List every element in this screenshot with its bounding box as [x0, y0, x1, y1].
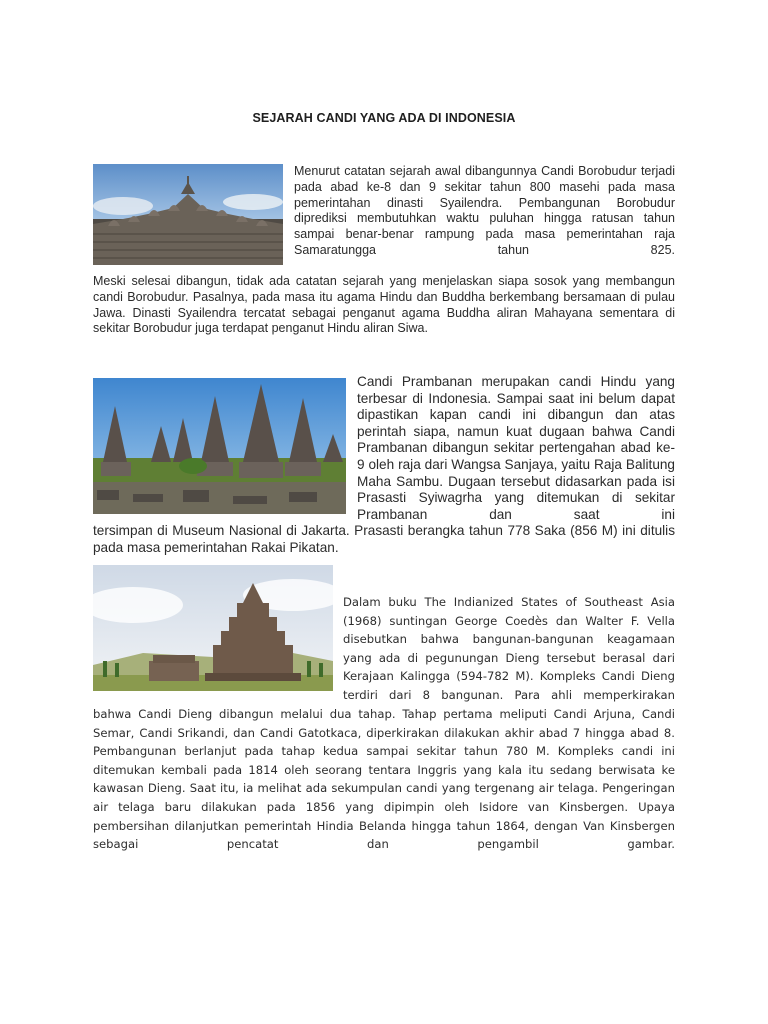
document-title: SEJARAH CANDI YANG ADA DI INDONESIA	[252, 111, 516, 125]
dieng-temple-photo	[93, 565, 333, 691]
borobudur-paragraph: Meski selesai dibangun, tidak ada catatan sejarah yang menjelaskan siapa sosok yang membangun candi Borobudur. Pasalnya, pada masa itu agama Hindu dan Buddha berkembang bersamaan di pulau Jawa. Dinasti Syailendra tercatat sebagai penganut agama Buddha aliran Mahayana sementara di sekitar Borobudur juga terdapat penganut Hindu aliran Siwa.	[93, 274, 675, 336]
borobudur-photo	[93, 164, 283, 265]
dieng-wrap-paragraph: Dalam buku The Indianized States of Southeast Asia (1968) suntingan George Coedès dan Walter F. Vella disebutkan bahwa bangunan-bangunan keagamaan yang ada di pegunungan Dieng tersebut berasal dari Kerajaan Kalingga (594-782 M). Kompleks Candi Dieng terdiri dari 8 bangunan. Para ahli memperkirakan	[343, 595, 675, 702]
borobudur-wrap-paragraph: Menurut catatan sejarah awal dibangunnya Candi Borobudur terjadi pada abad ke-8 dan 9 sekitar tahun 800 masehi pada masa pemerintahan dinasti Syailendra. Pembangunan Borobudur diprediksi membutuhkan waktu puluhan hingga ratusan tahun sampai benar-benar rampung pada masa pemerintahan raja Samaratungga tahun 825.	[294, 164, 675, 257]
prambanan-paragraph: tersimpan di Museum Nasional di Jakarta. Prasasti berangka tahun 778 Saka (856 M) ini ditulis pada masa pemerintahan Rakai Pikatan.	[93, 523, 675, 555]
prambanan-photo	[93, 378, 346, 514]
prambanan-wrap-paragraph: Candi Prambanan merupakan candi Hindu yang terbesar di Indonesia. Sampai saat ini belum dapat dipastikan kapan candi ini dibangun dan atas perintah siapa, namun kuat dugaan bahwa Candi Prambanan dibangun sekitar pertengahan abad ke-9 oleh raja dari Wangsa Sanjaya, yaitu Raja Balitung Maha Sambu. Dugaan tersebut didasarkan pada isi Prasasti Syiwagrha yang ditemukan di sekitar Prambanan dan saat ini	[357, 374, 675, 522]
dieng-paragraph: bahwa Candi Dieng dibangun melalui dua tahap. Tahap pertama meliputi Candi Arjuna, Candi Semar, Candi Srikandi, dan Candi Gatotkaca, diperkirakan dilakukan akhir abad 7 hingga abad 8. Pembangunan berlanjut pada tahap kedua sampai sekitar tahun 780 M. Kompleks candi ini ditemukan kembali pada 1814 oleh seorang tentara Inggris yang kala itu sedang berwisata ke kawasan Dieng. Saat itu, ia melihat ada sekumpulan candi yang tergenang air telaga. Pengeringan air telaga baru dilakukan pada 1856 yang dipimpin oleh Isidore van Kinsbergen. Upaya pembersihan dilanjutkan pemerintah Hindia Belanda hingga tahun 1864, dengan Van Kinsbergen sebagai pencatat dan pengambil gambar.	[93, 707, 675, 852]
